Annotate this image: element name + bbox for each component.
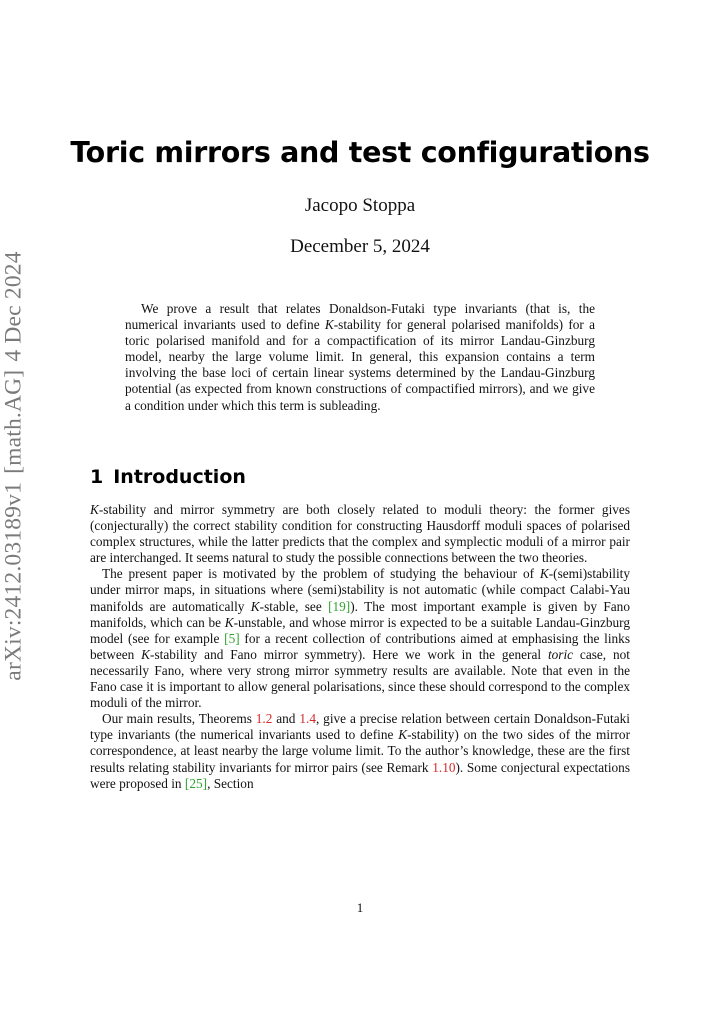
theorem-link[interactable]: 1.4	[299, 711, 316, 727]
citation-link[interactable]: [25]	[184, 775, 208, 791]
arxiv-date: 4 Dec 2024	[0, 251, 27, 362]
paragraph-1: K-stability and mirror symmetry are both closely related to moduli theory: the former gives (conjecturally) the correct stability condition for constructing Hausdorff moduli spaces of polarised complex structures, while the latter predicts that the complex and symplectic moduli of a mirror pair are interchanged. It seems natural to study the possible connections between the two theories.	[90, 502, 630, 566]
arxiv-stamp	[1, 247, 28, 684]
section-title: Introduction	[113, 466, 246, 488]
paragraph-2: The present paper is motivated by the problem of studying the behaviour of K-(semi)stability under mirror maps, in situations where (semi)stability is not automatic (while compact Calabi-Yau manifolds are automatically K-stable, see [19]). The most important example is given by Fano manifolds, which can be K-unstable, and whose mirror is expected to be a suitable Landau-Ginzburg model (see for example [5] for a recent collection of contributions aimed at emphasising the links between K-stability and Fano mirror symmetry). Here we work in the general toric case, not necessarily Fano, where very strong mirror symmetry results are available. Note that even in the Fano case it is important to allow general polarisations, since these should correspond to the complex moduli of the mirror.	[90, 566, 630, 711]
paragraph-3: Our main results, Theorems 1.2 and 1.4, give a precise relation between certain Donaldson-Futaki type invariants (the numerical invariants used to define K-stability) on the two sides of the mirror correspondence, at least nearby the large volume limit. To the author’s knowledge, these are the first results relating stability invariants for mirror pairs (see Remark 1.10). Some conjectural expectations were proposed in [25], Section	[90, 711, 631, 791]
paper-author: Jacopo Stoppa	[304, 195, 416, 216]
paper-title: Toric mirrors and test configurations	[70, 136, 650, 169]
citation-link[interactable]: [5]	[224, 630, 240, 646]
arxiv-id: arXiv:2412.03189v1	[0, 481, 27, 681]
citation-link[interactable]: [19]	[328, 598, 351, 614]
section-body	[90, 502, 630, 792]
section-heading	[90, 466, 246, 488]
arxiv-category: [math.AG]	[0, 369, 27, 474]
page-number: 1	[356, 900, 364, 915]
remark-link[interactable]: 1.10	[432, 759, 456, 775]
abstract: We prove a result that relates Donaldson-Futaki type invariants (that is, the numerical invariants used to define K-stability for general polarised manifolds) for a toric polarised manifold and for a compactification of its mirror Landau-Ginzburg model, nearby the large volume limit. In general, this expansion contains a term involving the base loci of certain linear systems determined by the Landau-Ginzburg potential (as expected from known constructions of compactified mirrors), and we give a condition under which this term is subleading.	[125, 301, 596, 413]
section-number: 1	[90, 466, 104, 488]
theorem-link[interactable]: 1.2	[255, 711, 273, 727]
paper-date: December 5, 2024	[290, 236, 430, 257]
